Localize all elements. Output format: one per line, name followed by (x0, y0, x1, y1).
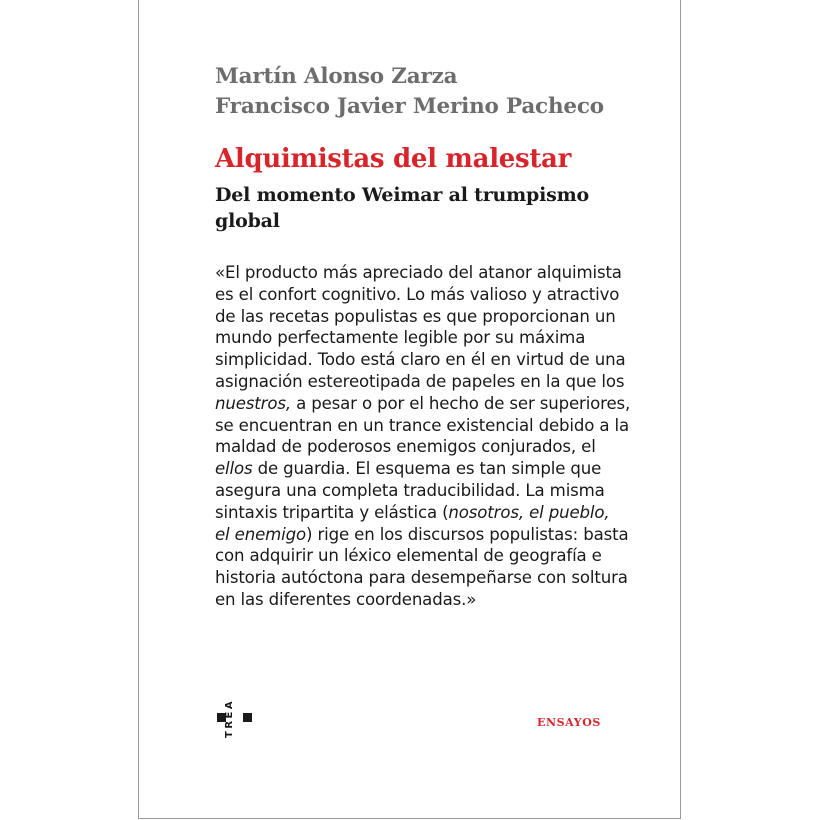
blurb-line: simplicidad. Todo está claro en él en virtud de una (215, 350, 626, 370)
blurb-line: en las diferentes coordenadas.» (215, 589, 477, 609)
publisher-logo (217, 698, 257, 763)
blurb-text: sintaxis tripartita y elástica ( (215, 502, 449, 522)
blurb-italic: nuestros, (215, 393, 291, 413)
book-subtitle (215, 182, 615, 234)
subtitle-line: global (215, 210, 280, 232)
blurb-line (215, 524, 635, 546)
blurb-line: asignación estereotipada de papeles en la que los (215, 371, 625, 391)
blurb-italic: el enemigo (215, 524, 306, 544)
blurb-line: maldad de poderosos enemigos conjurados, el (215, 437, 596, 457)
blurb-line: historia autóctona para desempeñarse con soltura (215, 568, 628, 588)
blurb-italic: nosotros, el pueblo, (448, 502, 610, 522)
blurb-line (215, 502, 635, 524)
authors (215, 62, 655, 122)
blurb-line: es el confort cognitivo. Lo más valioso y atractivo (215, 284, 620, 304)
logo-square-icon (243, 713, 252, 722)
blurb-text: de guardia. El esquema es tan simple que (252, 459, 602, 479)
blurb-line: «El producto más apreciado del atanor alquimista (215, 263, 622, 282)
blurb-text: ) rige en los discursos populistas: basta (306, 524, 629, 544)
blurb-line: se encuentran en un trance existencial debido a la (215, 415, 630, 435)
blurb-italic: ellos (215, 459, 253, 479)
subtitle-line: Del momento Weimar al trumpismo (215, 184, 590, 206)
blurb-line: con adquirir un léxico elemental de geografía e (215, 546, 602, 566)
blurb-text: a pesar o por el hecho de ser superiores, (290, 393, 631, 413)
book-title: Alquimistas del malestar (215, 144, 572, 174)
publisher-name: TREA (224, 698, 235, 738)
author-2: Francisco Javier Merino Pacheco (215, 94, 604, 119)
blurb-line: mundo perfectamente legible por su máxima (215, 328, 586, 348)
author-1: Martín Alonso Zarza (215, 64, 458, 89)
collection-label: ENSAYOS (537, 716, 601, 729)
blurb-quote (215, 262, 635, 611)
blurb-line: asegura una completa traducibilidad. La misma (215, 480, 605, 500)
blurb-line (215, 458, 635, 480)
blurb-line (215, 393, 635, 415)
blurb-line: de las recetas populistas es que proporcionan un (215, 306, 616, 326)
